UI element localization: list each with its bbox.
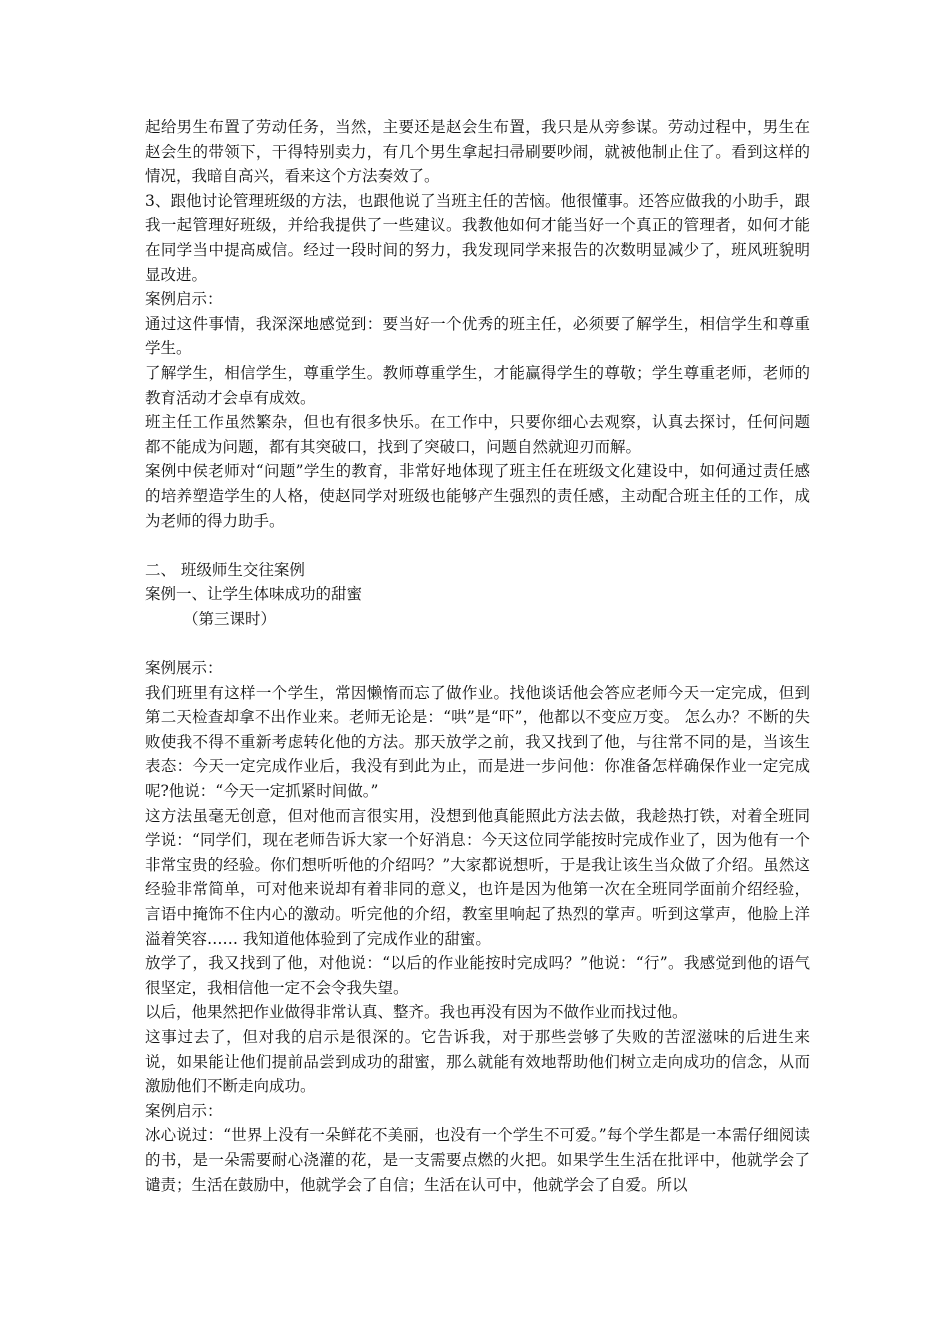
paragraph-text: 这事过去了，但对我的启示是很深的。它告诉我，对于那些尝够了失败的苦涩滋味的后进生来说，如果能让他们提前品尝到成功的甜蜜，那么就能有效地帮助他们树立走向成功的信念，从而激励他们不断走向成功。 (145, 1027, 810, 1096)
paragraph-text: 冰心说过：“世界上没有一朵鲜花不美丽，也没有一个学生不可爱。”每个学生都是一本需仔细阅读的书，是一朵需要耐心浇灌的花，是一支需要点燃的火把。如果学生生活在批评中，他就学会了谴责；生活在鼓励中，他就学会了自信；生活在认可中，他就学会了自爱。所以 (145, 1126, 810, 1194)
paragraph-text: 3、跟他讨论管理班级的方法，也跟他说了当班主任的苦恼。他很懂事。还答应做我的小助手，跟我一起管理好班级，并给我提供了一些建议。我教他如何才能当好一个真正的管理者，如何才能在同学当中提高威信。经过一段时间的努力，我发现同学来报告的次数明显减少了，班风班貌明显改进。 (145, 191, 810, 284)
document-page (145, 115, 810, 1197)
section-heading: 二、 班级师生交往案例 (145, 560, 305, 579)
paragraph-text: 起给男生布置了劳动任务，当然，主要还是赵会生布置，我只是从旁参谋。劳动过程中，男生在赵会生的带领下，干得特别卖力，有几个男生拿起扫帚刷要吵闹，就被他制止住了。看到这样的情况，我暗自高兴，看来这个方法奏效了。 (145, 118, 810, 186)
paragraph-text: 通过这件事情，我深深地感觉到：要当好一个优秀的班主任，必须要了解学生，相信学生和尊重学生。 (145, 314, 810, 358)
paragraph-text: 以后，他果然把作业做得非常认真、整齐。我也再没有因为不做作业而找过他。 (145, 1003, 688, 1022)
case-insight-heading: 案例启示： (145, 1101, 223, 1120)
blank-line (145, 631, 810, 656)
case-display-heading: 案例展示： (145, 659, 223, 678)
paragraph-text: 放学了，我又找到了他，对他说：“以后的作业能按时完成吗？”他说：“行”。我感觉到他的语气很坚定，我相信他一定不会令我失望。 (145, 954, 810, 997)
paragraph-text: 案例中侯老师对“问题”学生的教育，非常好地体现了班主任在班级文化建设中，如何通过责任感的培养塑造学生的人格，使赵同学对班级也能够产生强烈的责任感，主动配合班主任的工作，成为老师的得力助手。 (145, 462, 810, 530)
session-label: （第三课时） (183, 609, 277, 628)
paragraph-text: 我们班里有这样一个学生，常因懒惰而忘了做作业。找他谈话他会答应老师今天一定完成，但到第二天检查却拿不出作业来。老师无论是：“哄”是“吓”，他都以不变应万变。 怎么办？不断的失败使我不得不重新考虑转化他的方法。那天放学之前，我又找到了他，与往常不同的是，当该生表态：今天一定完成作业后，我没有到此为止，而是进一步问他：你准备怎样确保作业一定完成呢?他说：“今天一定抓紧时间做。” (145, 683, 810, 801)
blank-line (145, 533, 810, 558)
case-insight-heading: 案例启示： (145, 290, 223, 309)
paragraph-text: 班主任工作虽然繁杂，但也有很多快乐。在工作中，只要你细心去观察，认真去探讨，任何问题都不能成为问题，都有其突破口，找到了突破口，问题自然就迎刃而解。 (145, 413, 810, 456)
paragraph-text: 这方法虽毫无创意，但对他而言很实用，没想到他真能照此方法去做，我趁热打铁，对着全班同学说：“同学们，现在老师告诉大家一个好消息：今天这位同学能按时完成作业了，因为他有一个非常宝贵的经验。你们想听听他的介绍吗？”大家都说想听，于是我让该生当众做了介绍。虽然这经验非常简单，可对他来说却有着非同的意义，也许是因为他第一次在全班同学面前介绍经验，言语中掩饰不住内心的激动。听完他的介绍，教室里响起了热烈的掌声。听到这掌声，他脸上洋溢着笑容…… 我知道他体验到了完成作业的甜蜜。 (145, 806, 810, 948)
paragraph-text: 了解学生，相信学生，尊重学生。教师尊重学生，才能赢得学生的尊敬；学生尊重老师，老师的教育活动才会卓有成效。 (145, 363, 810, 407)
case-title: 案例一、让学生体味成功的甜蜜 (145, 585, 363, 604)
